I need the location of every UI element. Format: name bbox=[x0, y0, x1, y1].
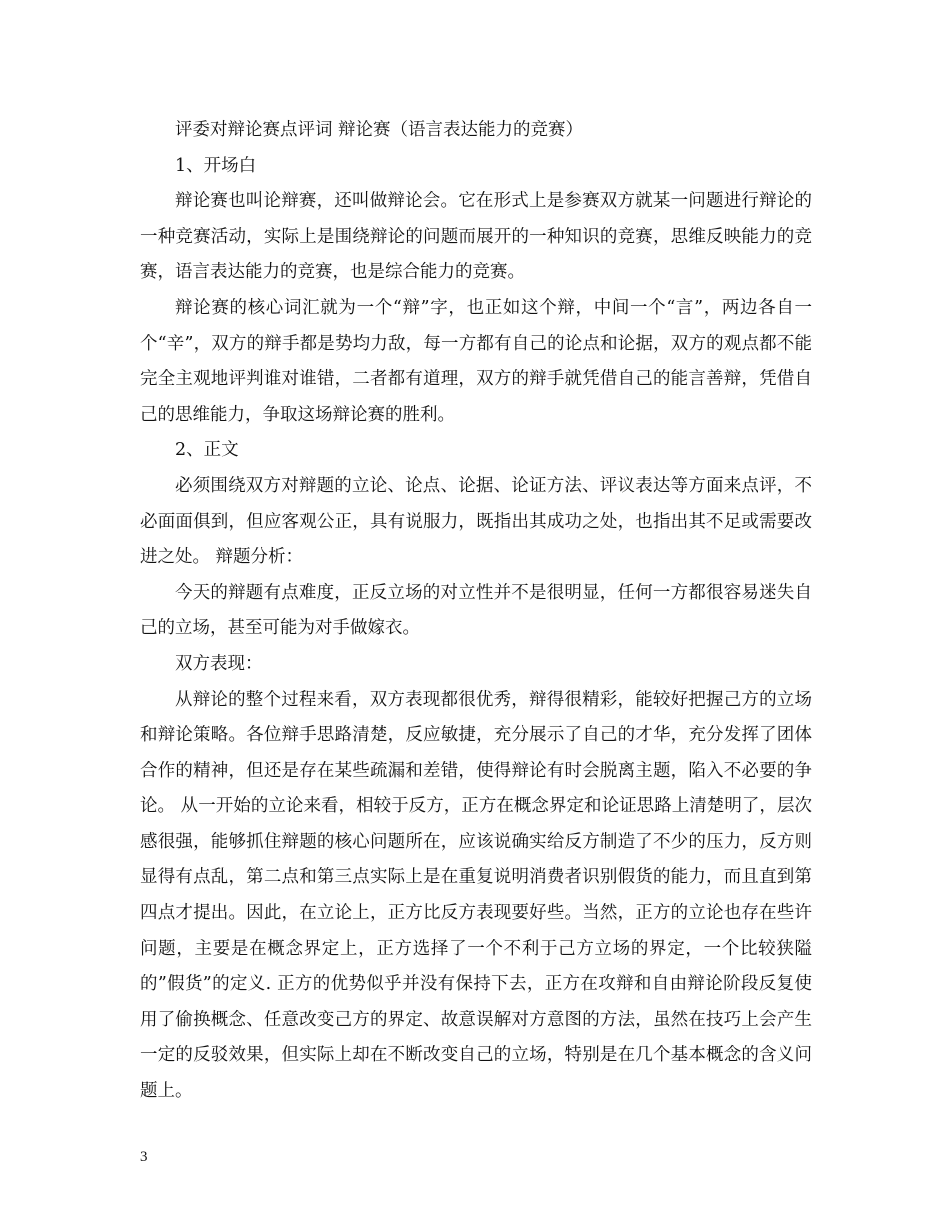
section-heading-body: 2、正文 bbox=[175, 440, 239, 461]
paragraph: 从辩论的整个过程来看，双方表现都很优秀，辩得很精彩，能较好把握己方的立场和辩论策略。各位辩手思路清楚，反应敏捷，充分展示了自己的才华，充分发挥了团体合作的精神，但还是存在某些疏漏和差错，使得辩论有时会脱离主题，陷入不必要的争论。 从一开始的立论来看，相较于反方，正方在概念界定和论证思路上清楚明了，层次感很强，能够抓住辩题的核心问题所在，应该说确实给反方制造了不少的压力，反方则显得有点乱，第二点和第三点实际上是在重复说明消费者识别假货的能力，而且直到第四点才提出。因此，在立论上，正方比反方表现要好些。当然，正方的立论也存在些许问题，主要是在概念界定上，正方选择了一个不利于己方立场的界定，一个比较狭隘的”假货”的定义. 正方的优势似乎并没有保持下去，正方在攻辩和自由辩论阶段反复使用了偷换概念、任意改变己方的界定、故意误解对方意图的方法，虽然在技巧上会产生一定的反驳效果，但实际上却在不断改变自己的立场，特别是在几个基本概念的含义问题上。 bbox=[140, 689, 812, 1102]
document-body bbox=[140, 113, 812, 1110]
paragraph: 今天的辩题有点难度，正反立场的对立性并不是很明显，任何一方都很容易迷失自己的立场，甚至可能为对手做嫁衣。 bbox=[140, 582, 812, 639]
page-number: 3 bbox=[140, 1149, 148, 1165]
paragraph: 必须围绕双方对辩题的立论、论点、论据、论证方法、评议表达等方面来点评，不必面面俱到，但应客观公正，具有说服力，既指出其成功之处，也指出其不足或需要改进之处。 辩题分析： bbox=[140, 475, 812, 568]
paragraph: 辩论赛也叫论辩赛，还叫做辩论会。它在形式上是参赛双方就某一问题进行辩论的一种竞赛活动，实际上是围绕辩论的问题而展开的一种知识的竞赛，思维反映能力的竞赛，语言表达能力的竞赛，也是综合能力的竞赛。 bbox=[140, 191, 812, 283]
subheading-performance: 双方表现： bbox=[175, 653, 263, 674]
paragraph: 辩论赛的核心词汇就为一个“辩”字，也正如这个辩，中间一个“言”，两边各自一个“辛”，双方的辩手都是势均力敌，每一方都有自己的论点和论据，双方的观点都不能完全主观地评判谁对谁错，二者都有道理，双方的辩手就凭借自己的能言善辩，凭借自己的思维能力，争取这场辩论赛的胜利。 bbox=[140, 297, 812, 425]
document-title: 评委对辩论赛点评词 辩论赛（语言表达能力的竞赛） bbox=[175, 120, 584, 140]
section-heading-opening: 1、开场白 bbox=[175, 155, 257, 176]
